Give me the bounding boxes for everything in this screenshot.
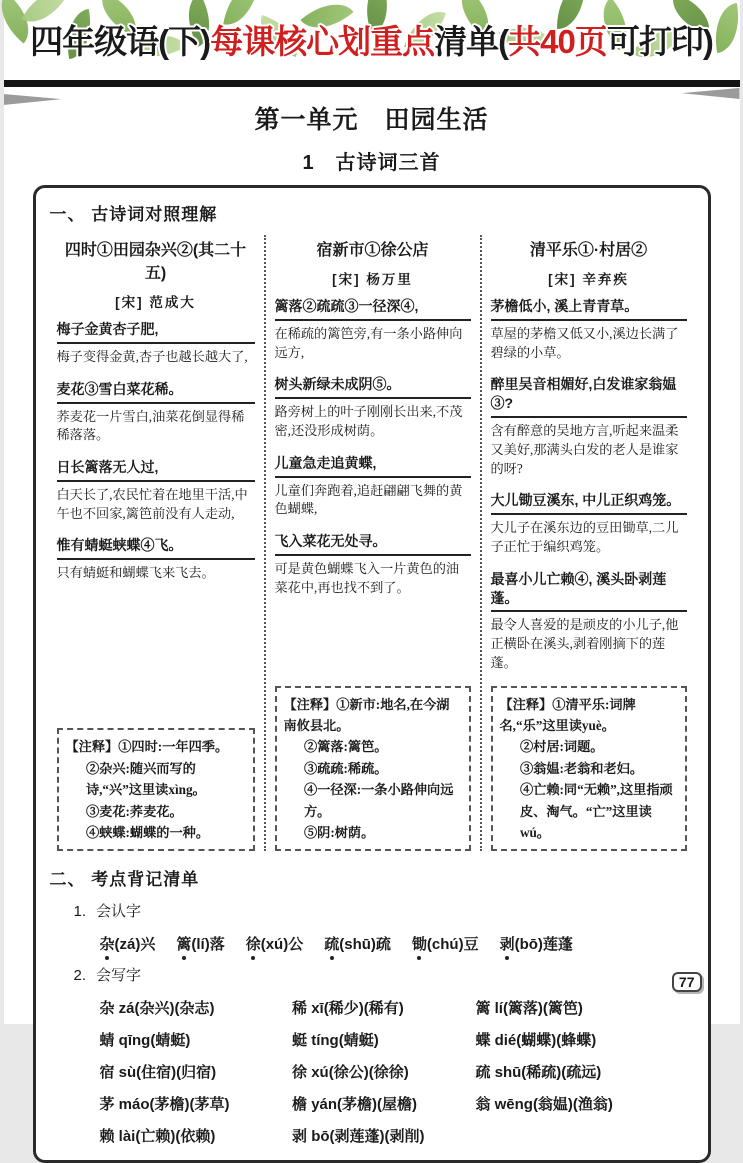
note-item: ③疏疏:稀疏。 bbox=[303, 760, 388, 776]
emphasized-char: 剥 bbox=[500, 933, 515, 954]
unit-title: 第一单元 田园生活 bbox=[254, 106, 489, 134]
poem-column-1 bbox=[48, 235, 264, 851]
write-word: 蝶 dié(蝴蝶)(蜂蝶) bbox=[475, 1032, 597, 1050]
write-word: 剥 bō(剥莲蓬)(剥削) bbox=[292, 1128, 425, 1146]
recognize-words-label bbox=[48, 900, 696, 921]
note-item: 【注释】①清平乐:词牌名,“乐”这里读yuè。 bbox=[499, 696, 636, 734]
poem-line: 醉里吴音相媚好,白发谁家翁媪③? bbox=[491, 375, 687, 418]
note-item: ③麦花:荞麦花。 bbox=[85, 803, 183, 819]
poem-title: 宿新市①徐公店 bbox=[316, 242, 429, 259]
item-label: 会认字 bbox=[96, 903, 142, 921]
poem-author: [宋] 辛弃疾 bbox=[548, 272, 629, 287]
poem-line: 麦花③雪白菜花稀。 bbox=[57, 380, 255, 404]
section2-heading: 二、 考点背记清单 bbox=[49, 870, 200, 890]
poem-translation: 在稀疏的篱笆旁,有一条小路伸向远方, bbox=[274, 325, 463, 360]
recognize-word bbox=[246, 933, 304, 954]
poem-translation: 最令人喜爱的是顽皮的小儿子,他正横卧在溪头,剥着刚摘下的莲蓬。 bbox=[490, 617, 679, 670]
item-label: 会写字 bbox=[96, 967, 142, 985]
poem-line: 梅子金黄杏子肥, bbox=[57, 320, 255, 344]
poem-translation: 草屋的茅檐又低又小,溪边长满了碧绿的小草。 bbox=[490, 325, 679, 360]
word-rest: (shū)疏 bbox=[339, 936, 391, 954]
word-rest: (xú)公 bbox=[260, 936, 304, 954]
recognize-word bbox=[324, 933, 391, 954]
poem-line: 日长篱落无人过, bbox=[57, 458, 255, 482]
poem-column-3 bbox=[480, 235, 696, 851]
banner-title bbox=[4, 0, 740, 84]
word-rest: (lí)落 bbox=[191, 936, 225, 954]
write-word: 杂 zá(杂兴)(杂志) bbox=[99, 1000, 215, 1018]
poem-translation: 大儿子在溪东边的豆田锄草,二儿子正忙于编织鸡笼。 bbox=[490, 520, 679, 554]
item-number: 1. bbox=[73, 903, 87, 921]
note-item: ⑤阴:树荫。 bbox=[303, 824, 375, 840]
notes-box bbox=[491, 686, 687, 852]
write-word: 赖 lài(亡赖)(依赖) bbox=[99, 1128, 216, 1146]
note-item: ③翁媪:老翁和老妇。 bbox=[519, 760, 644, 776]
poem-column-2 bbox=[264, 235, 480, 851]
poem-translation: 只有蜻蜓和蝴蝶飞来飞去。 bbox=[56, 565, 215, 581]
write-word: 茅 máo(茅檐)(茅草) bbox=[99, 1096, 230, 1114]
write-word: 檐 yán(茅檐)(屋檐) bbox=[292, 1096, 418, 1114]
write-words-label bbox=[48, 964, 696, 985]
note-item: ②篱落:篱笆。 bbox=[303, 739, 388, 755]
poem-translation: 白天长了,农民忙着在地里干活,中午也不回家,篱笆前没有人走动, bbox=[56, 486, 248, 521]
write-word: 稀 xī(稀少)(稀有) bbox=[292, 1000, 404, 1018]
note-item: ④一径深:一条小路伸向远方。 bbox=[303, 782, 454, 819]
recognize-words-list bbox=[48, 933, 696, 954]
note-item: ②村居:词题。 bbox=[519, 739, 604, 755]
write-word: 篱 lí(篱落)(篱笆) bbox=[475, 1000, 583, 1018]
notes-box bbox=[275, 686, 471, 852]
write-word: 宿 sù(住宿)(归宿) bbox=[99, 1064, 217, 1082]
banner-text: 清单( bbox=[434, 23, 509, 60]
poem-translation: 含有醉意的吴地方言,听起来温柔又美好,那满头白发的老人是谁家的呀? bbox=[490, 423, 679, 476]
write-word: 疏 shū(稀疏)(疏远) bbox=[475, 1064, 602, 1082]
section1-heading: 一、 古诗词对照理解 bbox=[49, 205, 218, 224]
note-item: 【注释】①四时:一年四季。 bbox=[65, 739, 229, 755]
banner-text-red: 每课核心划重点 bbox=[210, 23, 435, 60]
word-rest: (chú)豆 bbox=[426, 936, 479, 954]
banner-text: 四年级语(下) bbox=[30, 23, 211, 60]
poem-author: [宋] 范成大 bbox=[115, 295, 196, 310]
poem-translation: 荞麦花一片雪白,油菜花倒显得稀稀落落。 bbox=[56, 408, 245, 443]
poem-line: 大儿锄豆溪东, 中儿正织鸡笼。 bbox=[491, 491, 687, 515]
recognize-word bbox=[100, 933, 156, 954]
poem-author: [宋] 杨万里 bbox=[332, 272, 413, 287]
emphasized-char: 篱 bbox=[176, 933, 191, 954]
poem-translation: 梅子变得金黄,杏子也越长越大了, bbox=[56, 348, 248, 364]
write-words-table bbox=[48, 997, 696, 1146]
poem-line: 篱落②疏疏③一径深④, bbox=[275, 297, 471, 321]
emphasized-char: 锄 bbox=[412, 933, 427, 954]
poem-translation: 路旁树上的叶子刚刚长出来,不茂密,还没形成树荫。 bbox=[274, 404, 463, 438]
emphasized-char: 杂 bbox=[100, 933, 115, 954]
note-item: ④亡赖:同“无赖”,这里指顽皮、淘气。“亡”这里读wú。 bbox=[519, 782, 673, 840]
note-item: 【注释】①新市:地名,在今湖南攸县北。 bbox=[283, 696, 450, 734]
write-word: 蜻 qīng(蜻蜓) bbox=[99, 1032, 191, 1050]
word-rest: (zá)兴 bbox=[114, 936, 156, 954]
content-box bbox=[33, 185, 711, 1163]
recognize-word bbox=[412, 933, 479, 954]
worksheet-page bbox=[4, 0, 740, 1146]
poem-translation: 儿童们奔跑着,追赶翩翩飞舞的黄色蝴蝶, bbox=[274, 482, 463, 517]
poem-line: 茅檐低小, 溪上青青草。 bbox=[491, 297, 687, 321]
banner-text: 可打印) bbox=[606, 23, 713, 60]
poem-line: 儿童急走追黄蝶, bbox=[275, 454, 471, 478]
poem-line: 惟有蜻蜓蛱蝶④飞。 bbox=[57, 536, 255, 560]
poem-title: 四时①田园杂兴②(其二十五) bbox=[64, 242, 247, 282]
write-word bbox=[475, 1125, 695, 1146]
poem-line: 飞入菜花无处寻。 bbox=[275, 532, 471, 556]
note-item: ④蛱蝶:蝴蝶的一种。 bbox=[85, 824, 210, 840]
lesson-title: 1 古诗词三首 bbox=[302, 152, 441, 174]
write-word: 徐 xú(徐公)(徐徐) bbox=[292, 1064, 409, 1082]
item-number: 2. bbox=[73, 967, 87, 985]
emphasized-char: 疏 bbox=[324, 933, 339, 954]
decorative-swoosh-right bbox=[682, 86, 740, 99]
poem-title: 清平乐①·村居② bbox=[529, 242, 648, 259]
note-item: ②杂兴:随兴而写的诗,“兴”这里读xìng。 bbox=[85, 760, 206, 798]
write-word: 蜓 tíng(蜻蜓) bbox=[292, 1032, 379, 1050]
notes-box bbox=[57, 728, 255, 851]
emphasized-char: 徐 bbox=[246, 933, 261, 954]
word-rest: (bō)莲蓬 bbox=[514, 936, 573, 954]
page-number-badge: 77 bbox=[672, 972, 702, 992]
write-word: 翁 wēng(翁媪)(渔翁) bbox=[475, 1096, 613, 1114]
poem-line: 树头新绿未成阴⑤。 bbox=[275, 375, 471, 399]
page-banner bbox=[4, 0, 740, 80]
poem-translation: 可是黄色蝴蝶飞入一片黄色的油菜花中,再也找不到了。 bbox=[274, 560, 460, 595]
recognize-word bbox=[176, 933, 224, 954]
recognize-word bbox=[500, 933, 573, 954]
poem-line: 最喜小儿亡赖④, 溪头卧剥莲蓬。 bbox=[491, 570, 687, 613]
banner-text-red: 共40页 bbox=[508, 23, 607, 60]
poem-comparison-table bbox=[48, 235, 696, 851]
